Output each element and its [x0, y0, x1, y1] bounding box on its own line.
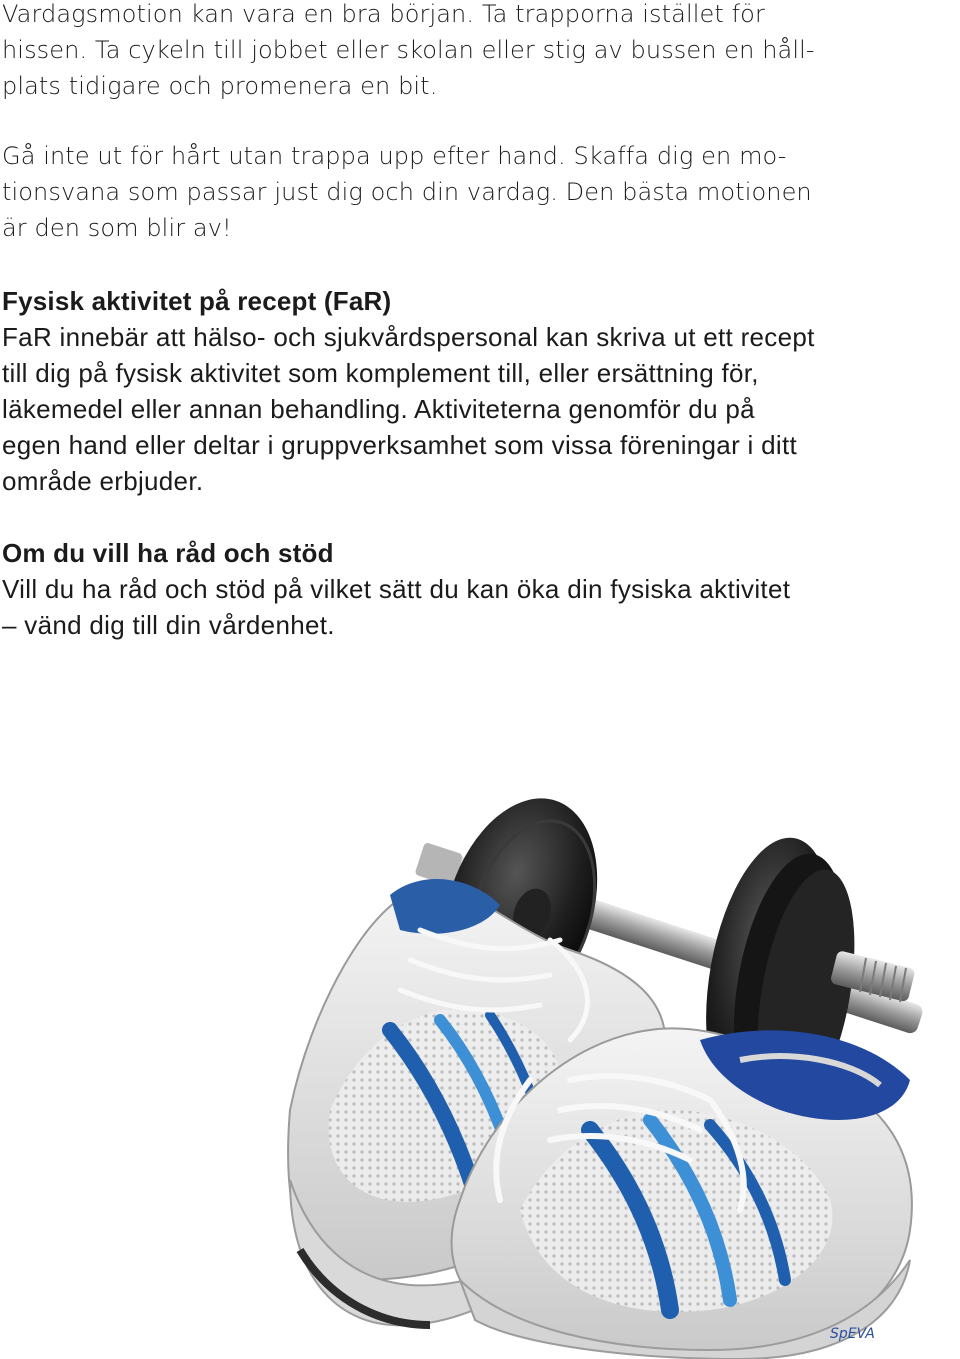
support-heading: Om du vill ha råd och stöd: [2, 538, 334, 568]
text-line: plats tidigare och promenera en bit.: [2, 72, 438, 100]
advice-paragraph: [2, 138, 812, 246]
text-line: läkemedel eller annan behandling. Aktiviteterna genomför du på: [2, 394, 755, 424]
dumbbell-shoes-photo: [270, 780, 950, 1359]
support-section: [2, 535, 790, 643]
far-section: [2, 283, 815, 499]
text-line: Vardagsmotion kan vara en bra början. Ta trapporna istället för: [2, 0, 765, 28]
text-line: egen hand eller deltar i gruppverksamhet som vissa föreningar i ditt: [2, 430, 798, 460]
text-line: Gå inte ut för hårt utan trappa upp efter hand. Skaffa dig en mo-: [2, 142, 787, 170]
shoe-brand-label: SpEVA: [830, 1326, 875, 1342]
text-line: hissen. Ta cykeln till jobbet eller skolan eller stig av bussen en håll-: [2, 36, 815, 64]
text-line: tionsvana som passar just dig och din vardag. Den bästa motionen: [2, 178, 812, 206]
text-line: Vill du ha råd och stöd på vilket sätt du kan öka din fysiska aktivitet: [2, 574, 791, 604]
text-line: är den som blir av!: [2, 214, 232, 242]
text-line: FaR innebär att hälso- och sjukvårdspersonal kan skriva ut ett recept: [2, 322, 815, 352]
intro-paragraph: [2, 0, 815, 104]
text-line: område erbjuder.: [2, 466, 204, 496]
text-line: till dig på fysisk aktivitet som komplement till, eller ersättning för,: [2, 358, 759, 388]
far-heading: Fysisk aktivitet på recept (FaR): [2, 286, 392, 316]
text-line: – vänd dig till din vårdenhet.: [2, 610, 335, 640]
